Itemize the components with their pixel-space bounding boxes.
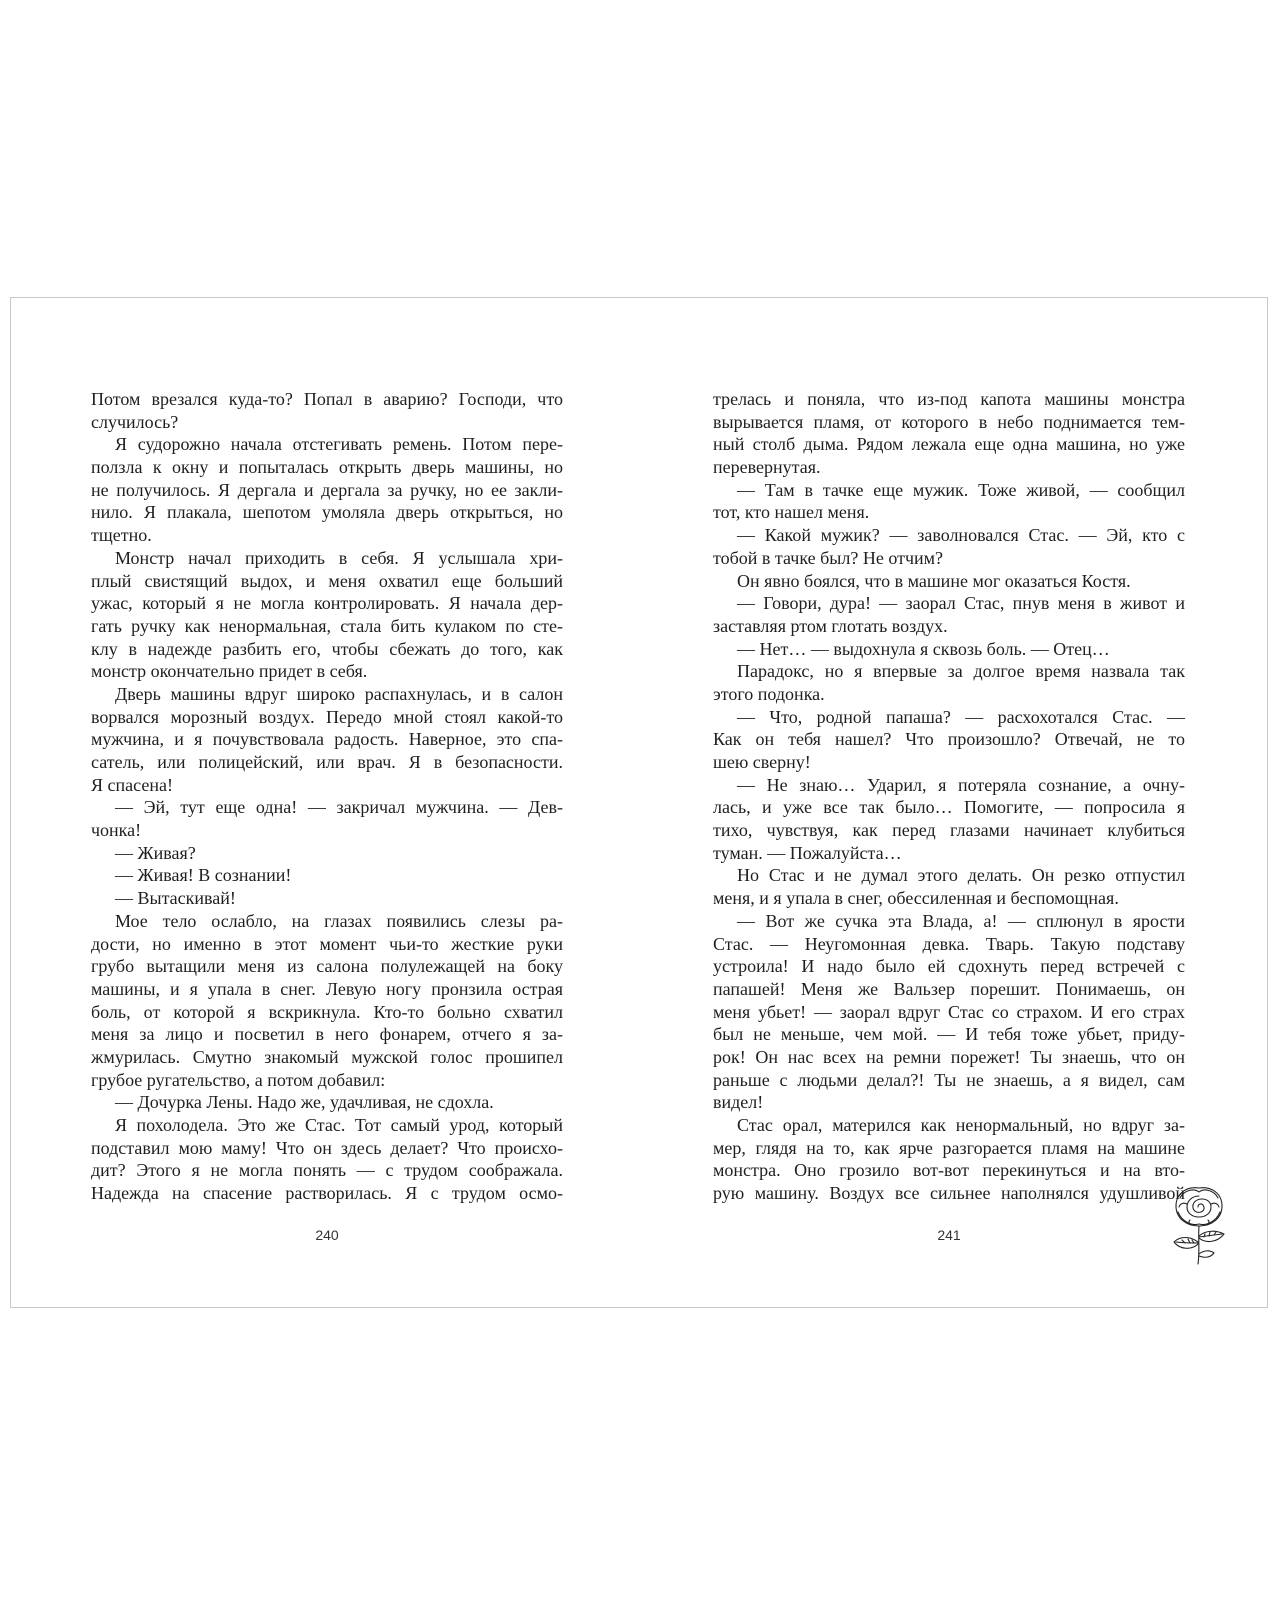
text-line: Он явно боялся, что в машине мог оказаться Костя. xyxy=(737,570,1131,591)
text-line: устроила! И надо было ей сдохнуть перед встречей с xyxy=(713,956,1185,977)
text-line: перевернутая. xyxy=(713,457,821,478)
book-spread xyxy=(10,297,1268,1308)
text-line: грубое ругательство, а потом добавил: xyxy=(91,1069,386,1090)
text-line: трелась и поняла, что из-под капота машины монстра xyxy=(713,389,1185,409)
text-line: — Живая! В сознании! xyxy=(115,865,292,886)
text-line: — Вытаскивай! xyxy=(115,888,236,909)
left-page-text xyxy=(91,388,563,1205)
text-line: тобой в тачке был? Не отчим? xyxy=(713,547,944,568)
text-line: — Там в тачке еще мужик. Тоже живой, — сообщил xyxy=(737,479,1185,500)
text-line: Но Стас и не думал этого делать. Он резко отпустил xyxy=(737,865,1185,886)
text-line: заставляя ртом глотать воздух. xyxy=(713,615,948,636)
text-line: меня убьет! — заорал вдруг Стас со страхом. И его страх xyxy=(713,1001,1185,1022)
text-line: рок! Он нас всех на ремни порежет! Ты знаешь, что он xyxy=(713,1046,1185,1067)
text-line: Мое тело ослабло, на глазах появились слезы ра- xyxy=(115,910,563,931)
text-line: ползла к окну и попыталась открыть дверь машины, но xyxy=(91,457,563,478)
text-line: вырывается пламя, от которого в небо поднимается тем- xyxy=(713,411,1185,432)
text-line: клу в надежде разбить его, чтобы сбежать до того, как xyxy=(91,638,563,659)
text-line: Парадокс, но я впервые за долгое время назвала так xyxy=(737,661,1185,682)
text-line: рую машину. Воздух все сильнее наполнялся удушливой xyxy=(713,1183,1185,1204)
text-line: нило. Я плакала, шепотом умоляла дверь открыться, но xyxy=(91,502,563,523)
right-page-text xyxy=(713,388,1185,1205)
text-line: видел! xyxy=(713,1092,764,1113)
text-line: — Эй, тут еще одна! — закричал мужчина. — Дев- xyxy=(115,797,563,818)
text-line: Я спасена! xyxy=(91,774,173,795)
text-line: Стас. — Неугомонная девка. Тварь. Такую подставу xyxy=(713,933,1185,954)
text-line: — Какой мужик? — заволновался Стас. — Эй, кто с xyxy=(737,525,1185,546)
text-line: монстра. Оно грозило вот-вот перекинуться и на вто- xyxy=(713,1160,1185,1181)
text-line: гать ручку как ненормальная, стала бить кулаком по сте- xyxy=(91,615,563,636)
text-line: — Не знаю… Ударил, я потеряла сознание, а очну- xyxy=(737,774,1185,795)
text-line: жмурилась. Смутно знакомый мужской голос прошипел xyxy=(91,1046,563,1067)
text-line: — Нет… — выдохнула я сквозь боль. — Отец… xyxy=(737,638,1110,659)
text-line: шею сверну! xyxy=(713,752,811,772)
right-page-number: 241 xyxy=(937,1227,961,1243)
rose-icon xyxy=(1168,1182,1230,1266)
text-line: Надежда на спасение растворилась. Я с трудом осмо- xyxy=(91,1183,563,1204)
text-line: мужчина, и я почувствовала радость. Наверное, это спа- xyxy=(91,729,563,750)
text-line: меня за лицо и посветил в него фонарем, отчего я за- xyxy=(91,1024,563,1045)
text-line: дости, но именно в этот момент чьи-то жесткие руки xyxy=(91,933,563,954)
text-line: мер, глядя на то, как ярче разгорается пламя на машине xyxy=(713,1137,1185,1158)
text-line: — Вот же сучка эта Влада, а! — сплюнул в ярости xyxy=(737,910,1185,931)
text-line: машины, и я упала в снег. Левую ногу пронзила острая xyxy=(91,978,563,999)
text-line: плый свистящий выдох, и меня охватил еще больший xyxy=(91,570,563,591)
text-line: дит? Этого я не могла понять — с трудом соображала. xyxy=(91,1160,563,1181)
text-line: ный столб дыма. Рядом лежала еще одна машина, но уже xyxy=(713,434,1185,455)
text-line: лась, и уже все так было… Помогите, — попросила я xyxy=(713,797,1185,818)
text-line: Потом врезался куда-то? Попал в аварию? Господи, что xyxy=(91,389,563,409)
text-line: грубо вытащили меня из салона полулежащей на боку xyxy=(91,956,563,977)
text-line: сатель, или полицейский, или врач. Я в безопасности. xyxy=(91,752,563,772)
text-line: меня, и я упала в снег, обессиленная и беспомощная. xyxy=(713,888,1119,909)
text-line: — Говори, дура! — заорал Стас, пнув меня в живот и xyxy=(737,593,1185,614)
text-line: Я судорожно начала отстегивать ремень. Потом пере- xyxy=(115,434,563,455)
text-line: — Что, родной папаша? — расхохотался Стас. — xyxy=(737,706,1185,727)
text-line: чонка! xyxy=(91,820,142,841)
text-line: Дверь машины вдруг широко распахнулась, и в салон xyxy=(115,683,563,704)
text-line: был не меньше, чем мой. — И тебя тоже убьет, приду- xyxy=(713,1024,1185,1045)
text-line: тщетно. xyxy=(91,525,152,546)
text-line: тихо, чувствуя, как перед глазами начинает клубиться xyxy=(713,820,1185,841)
text-line: Как он тебя нашел? Что произошло? Отвечай, не то xyxy=(713,729,1185,750)
text-line: Монстр начал приходить в себя. Я услышала хри- xyxy=(115,547,563,568)
text-line: раньше с людьми делал?! Ты не знаешь, а я видел, сам xyxy=(713,1069,1185,1090)
text-line: этого подонка. xyxy=(713,683,825,704)
text-line: ужас, который я не могла контролировать. Я начала дер- xyxy=(91,593,563,614)
text-line: боль, от которой я вскрикнула. Кто-то больно схватил xyxy=(91,1001,563,1022)
text-line: не получилось. Я дергала и дергала за ручку, но ее закли- xyxy=(91,479,563,500)
text-line: Я похолодела. Это же Стас. Тот самый урод, который xyxy=(115,1115,563,1135)
text-line: — Живая? xyxy=(115,842,196,863)
text-line: случилось? xyxy=(91,411,179,432)
text-line: Стас орал, матерился как ненормальный, но вдруг за- xyxy=(737,1115,1185,1135)
text-line: — Дочурка Лены. Надо же, удачливая, не сдохла. xyxy=(115,1092,494,1113)
text-line: подставил мою маму! Что он здесь делает? Что происхо- xyxy=(91,1137,563,1158)
text-line: монстр окончательно придет в себя. xyxy=(91,661,368,682)
text-line: ворвался морозный воздух. Передо мной стоял какой-то xyxy=(91,706,563,727)
left-page-number: 240 xyxy=(315,1227,339,1243)
text-line: туман. — Пожалуйста… xyxy=(713,842,902,863)
text-line: тот, кто нашел меня. xyxy=(713,502,870,523)
text-line: папашей! Меня же Вальзер порешит. Понимаешь, он xyxy=(713,978,1185,999)
